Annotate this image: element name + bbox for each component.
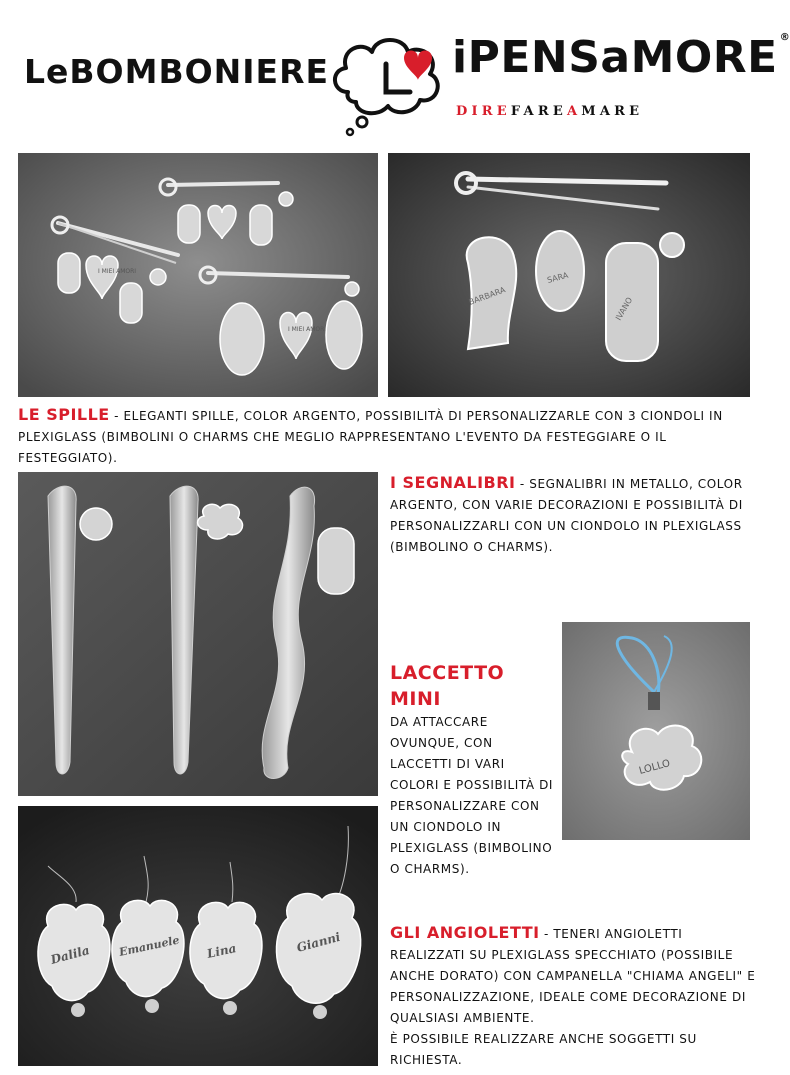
brand-right-text: iPENSaMORE	[452, 32, 778, 83]
photo-spille-group	[18, 153, 378, 397]
photo-spilla-famiglia	[388, 153, 750, 397]
photo-segnalibri	[18, 472, 378, 796]
section-title: LE SPILLE	[18, 405, 110, 424]
tagline-part: A	[566, 104, 582, 119]
section-spille	[18, 404, 758, 469]
section-title: LACCETTO MINI	[390, 662, 505, 710]
brand-left-logo: LeBOMBONIERE	[24, 52, 330, 91]
tagline-part: FARE	[510, 104, 567, 119]
section-note: È POSSIBILE REALIZZARE ANCHE SOGGETTI SU RICHIESTA.	[390, 1032, 697, 1067]
photo-laccetto-mini	[562, 622, 750, 840]
section-segnalibri	[390, 472, 755, 558]
section-body: - ELEGANTI SPILLE, COLOR ARGENTO, POSSIBILITÀ DI PERSONALIZZARLE CON 3 CIONDOLI IN PLEXIGLASS (BIMBOLINI O CHARMS CHE MEGLIO RAPPRESENTANO L'EVENTO DA FESTEGGIARE O IL FESTEGGIATO).	[18, 409, 723, 465]
section-title: I SEGNALIBRI	[390, 473, 516, 492]
charm-text: I MIEI AMORI	[98, 268, 137, 275]
section-body: DA ATTACCARE OVUNQUE, CON LACCETTI DI VARI COLORI E POSSIBILITÀ DI PERSONALIZZARE CON UN CIONDOLO IN PLEXIGLASS (BIMBOLINO O CHARMS).	[390, 715, 554, 876]
tagline	[456, 104, 643, 119]
tagline-part: MARE	[581, 104, 644, 119]
charm-name: LOLLO	[637, 758, 672, 777]
charm-name: BARBARA	[467, 285, 507, 307]
angel-name: Gianni	[295, 929, 342, 955]
tagline-part: DIRE	[456, 104, 511, 119]
angel-name: Lina	[205, 941, 238, 961]
section-angioletti	[390, 922, 760, 1071]
cloud-heart-logo-icon	[326, 30, 446, 138]
charm-name: IVANO	[613, 295, 635, 322]
section-laccetto	[390, 660, 555, 880]
angel-name: Dalila	[49, 943, 92, 967]
charm-name: SARA	[546, 270, 570, 285]
section-body: - TENERI ANGIOLETTI REALIZZATI SU PLEXIGLASS SPECCHIATO (POSSIBILE ANCHE DORATO) CON CAMPANELLA "CHIAMA ANGELI" E PERSONALIZZAZIONE, IDEALE COME DECORAZIONE DI QUALSIASI AMBIENTE.	[390, 927, 756, 1025]
section-title: GLI ANGIOLETTI	[390, 923, 540, 942]
section-body: - SEGNALIBRI IN METALLO, COLOR ARGENTO, CON VARIE DECORAZIONI E POSSIBILITÀ DI PERSONALIZZARLI CON UN CIONDOLO IN PLEXIGLASS (BIMBOLINO O CHARMS).	[390, 477, 743, 554]
charm-text: I MIEI AMORI	[288, 326, 327, 333]
angel-name: Emanuele	[117, 933, 181, 959]
brand-right-logo	[452, 32, 790, 83]
registered-mark: ®	[779, 32, 790, 43]
photo-angioletti	[18, 806, 378, 1066]
